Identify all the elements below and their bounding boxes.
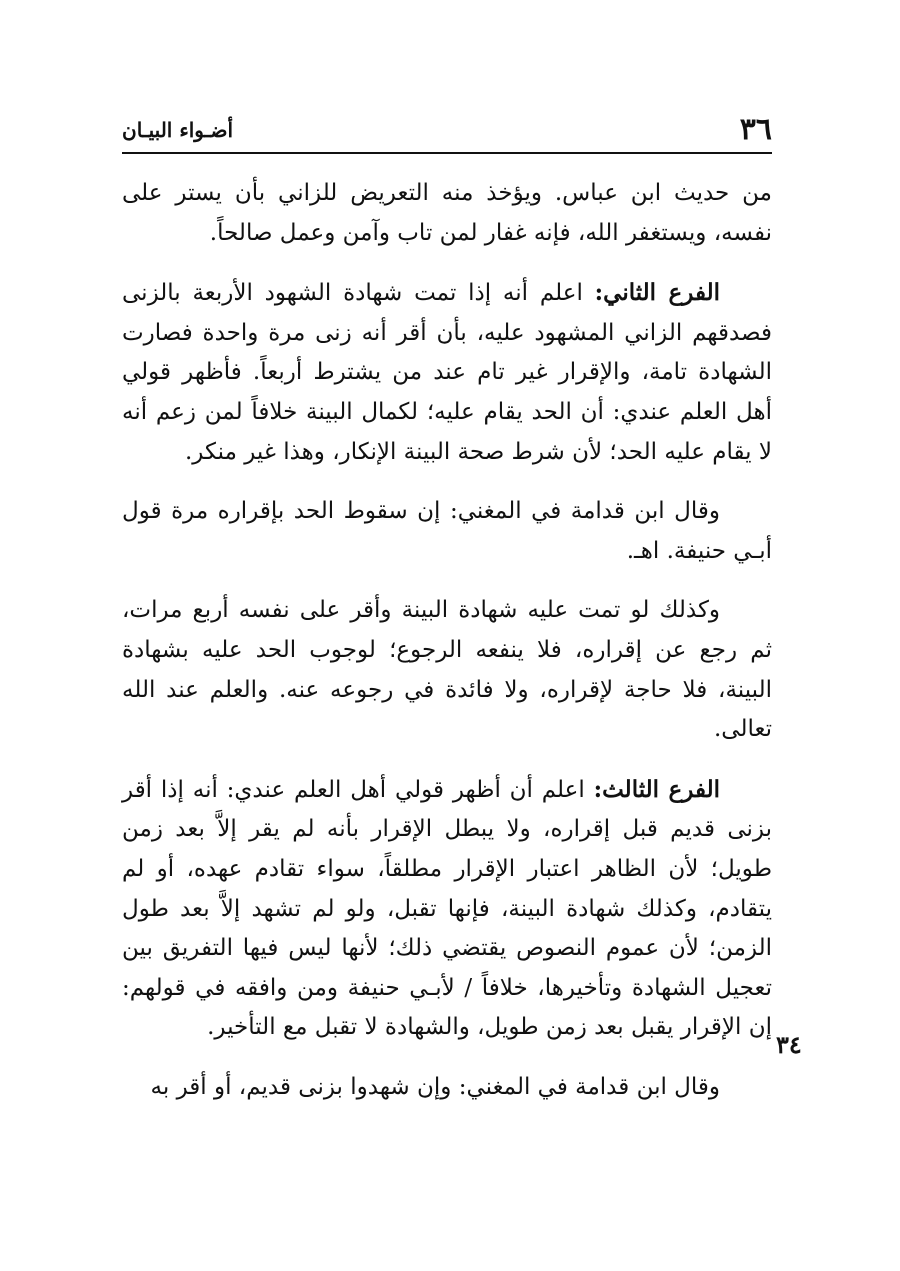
paragraph-text: اعلم أن أظهر قولي أهل العلم عندي: أنه إذا أقر بزنى قديم قبل إقراره، ولا يبطل الإقرار بأنه لم يقر إلاَّ بعد زمن طويل؛ لأن الظاهر اعتبار الإقرار مطلقاً، سواء تقادم عهده، أو لم يتقادم، وكذلك شهادة البينة، فإنها تقبل، ولو لم تشهد إلاَّ بعد طول الزمن؛ لأن عموم النصوص يقتضي ذلك؛ لأنها ليس فيها التفريق بين تعجيل الشهادة وتأخيرها، خلافاً / لأبـي حنيفة ومن وافقه في قولهم: إن الإقرار يقبل بعد زمن طويل، والشهادة لا تقبل مع التأخير.	[122, 776, 772, 1041]
paragraph-4	[122, 591, 772, 749]
paragraph-text: وكذلك لو تمت عليه شهادة البينة وأقر على نفسه أربع مرات، ثم رجع عن إقراره، فلا ينفعه الرجوع؛ لوجوب الحد عليه بشهادة البينة، فلا حاجة لإقراره، ولا فائدة في رجوعه عنه. والعلم عند الله تعالى.	[122, 597, 772, 743]
paragraph-3	[122, 492, 772, 571]
section-heading: الفرع الثالث:	[593, 775, 720, 803]
paragraph-6	[122, 1068, 772, 1108]
page-body	[122, 174, 772, 1127]
paragraph-text: من حديث ابن عباس. ويؤخذ منه التعريض للزاني بأن يستر على نفسه، ويستغفر الله، فإنه غفار لمن تاب وآمن وعمل صالحاً.	[122, 180, 772, 246]
paragraph-text: وقال ابن قدامة في المغني: إن سقوط الحد بإقراره مرة قول أبـي حنيفة. اهـ.	[122, 498, 772, 564]
paragraph-text: وقال ابن قدامة في المغني: وإن شهدوا بزنى قديم، أو أقر به	[150, 1073, 720, 1100]
header-rule	[122, 152, 772, 154]
paragraph-1	[122, 174, 772, 253]
paragraph-2	[122, 273, 772, 472]
margin-page-marker: ٣٤	[776, 1030, 802, 1059]
paragraph-text: اعلم أنه إذا تمت شهادة الشهود الأربعة بالزنى فصدقهم الزاني المشهود عليه، بأن أقر أنه زنى مرة واحدة فصارت الشهادة تامة، والإقرار غير تام عند من يشترط أربعاً. فأظهر قولي أهل العلم عندي: أن الحد يقام عليه؛ لكمال البينة خلافاً لمن زعم أنه لا يقام عليه الحد؛ لأن شرط صحة البينة الإنكار، وهذا غير منكر.	[122, 280, 772, 465]
section-heading: الفرع الثاني:	[594, 279, 720, 307]
paragraph-5	[122, 770, 772, 1048]
page-number: ٣٦	[739, 112, 772, 147]
book-title: أضـواء البيـان	[122, 118, 234, 142]
page-header	[122, 108, 772, 152]
